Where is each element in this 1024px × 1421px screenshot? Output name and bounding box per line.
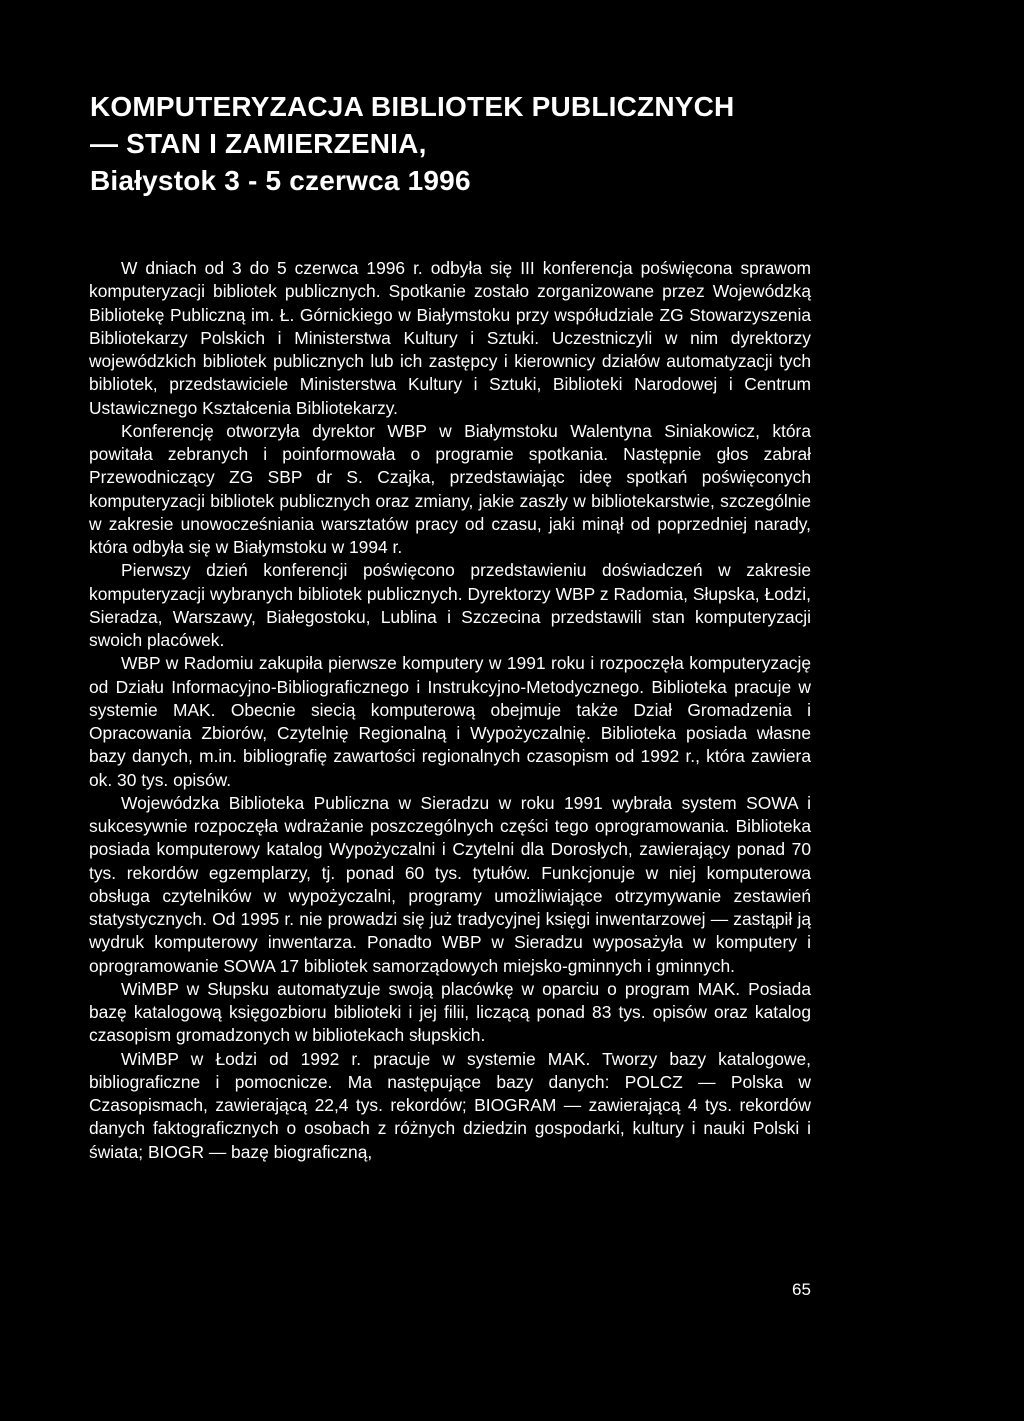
paragraph-3: Pierwszy dzień konferencji poświęcono przedstawieniu doświadczeń w zakresie komputeryzacji wybranych bibliotek publicznych. Dyrektorzy WBP z Radomia, Słupska, Łodzi, Sieradza, Warszawy, Białegostoku, Lublina i Szczecina przedstawili stan komputeryzacji swoich placówek. <box>89 560 811 650</box>
article-body <box>89 257 811 1164</box>
paragraph-1: W dniach od 3 do 5 czerwca 1996 r. odbyła się III konferencja poświęcona sprawom komputeryzacji bibliotek publicznych. Spotkanie zostało zorganizowane przez Wojewódzką Bibliotekę Publiczną im. Ł. Górnickiego w Białymstoku przy współudziale ZG Stowarzyszenia Bibliotekarzy Polskich i Ministerstwa Kultury i Sztuki. Uczestniczyli w nim dyrektorzy wojewódzkich bibliotek publicznych lub ich zastępcy i kierownicy działów automatyzacji tych bibliotek, przedstawiciele Ministerstwa Kultury i Sztuki, Biblioteki Narodowej i Centrum Ustawicznego Kształcenia Bibliotekarzy. <box>89 258 811 418</box>
paragraph-6: WiMBP w Słupsku automatyzuje swoją placówkę w oparciu o program MAK. Posiada bazę katalogową księgozbioru biblioteki i jej filii, liczącą ponad 83 tys. opisów oraz katalog czasopism gromadzonych w bibliotekach słupskich. <box>89 978 811 1046</box>
title-line-2: — STAN I ZAMIERZENIA, <box>90 128 427 159</box>
title-line-3: Białystok 3 - 5 czerwca 1996 <box>90 165 471 196</box>
paragraph-7: WiMBP w Łodzi od 1992 r. pracuje w systemie MAK. Tworzy bazy katalogowe, bibliograficzne i pomocnicze. Ma następujące bazy danych: POLCZ — Polska w Czasopismach, zawierającą 22,4 tys. rekordów; BIOGRAM — zawierającą 4 tys. rekordów danych faktograficznych o osobach z różnych dziedzin gospodarki, kultury i nauki Polski i świata; BIOGR — bazę biograficzną, <box>89 1048 811 1162</box>
paragraph-2: Konferencję otworzyła dyrektor WBP w Białymstoku Walentyna Siniakowicz, która powitała zebranych i poinformowała o programie spotkania. Następnie głos zabrał Przewodniczący ZG SBP dr S. Czajka, przedstawiając ideę spotkań poświęconych komputeryzacji bibliotek publicznych oraz zmiany, jakie zaszły w bibliotekarstwie, szczególnie w zakresie unowocześniania warsztatów pracy od czasu, jaki minął od poprzedniej narady, która odbyła się w Białymstoku w 1994 r. <box>89 420 811 557</box>
paragraph-4: WBP w Radomiu zakupiła pierwsze komputery w 1991 roku i rozpoczęła komputeryzację od Działu Informacyjno-Bibliograficznego i Instrukcyjno-Metodycznego. Biblioteka pracuje w systemie MAK. Obecnie siecią komputerową obejmuje także Dział Gromadzenia i Opracowania Zbiorów, Czytelnię Regionalną i Wypożyczalnię. Biblioteka posiada własne bazy danych, m.in. bibliografię zawartości regionalnych czasopism od 1992 r., która zawiera ok. 30 tys. opisów. <box>89 653 811 790</box>
article-title <box>90 88 910 199</box>
title-line-1: KOMPUTERYZACJA BIBLIOTEK PUBLICZNYCH <box>90 91 735 122</box>
paragraph-5: Wojewódzka Biblioteka Publiczna w Sieradzu w roku 1991 wybrała system SOWA i sukcesywnie rozpoczęła wdrażanie poszczególnych części tego oprogramowania. Biblioteka posiada komputerowy katalog Wypożyczalni i Czytelni dla Dorosłych, zawierający ponad 70 tys. rekordów egzemplarzy, tj. ponad 60 tys. tytułów. Funkcjonuje w niej komputerowa obsługa czytelników w wypożyczalni, programy umożliwiające otrzymywanie zestawień statystycznych. Od 1995 r. nie prowadzi się już tradycyjnej księgi inwentarzowej — zastąpił ją wydruk komputerowy inwentarza. Ponadto WBP w Sieradzu wyposażyła w komputery i oprogramowanie SOWA 17 bibliotek samorządowych miejsko-gminnych i gminnych. <box>89 792 811 976</box>
page-number: 65 <box>792 1280 811 1299</box>
